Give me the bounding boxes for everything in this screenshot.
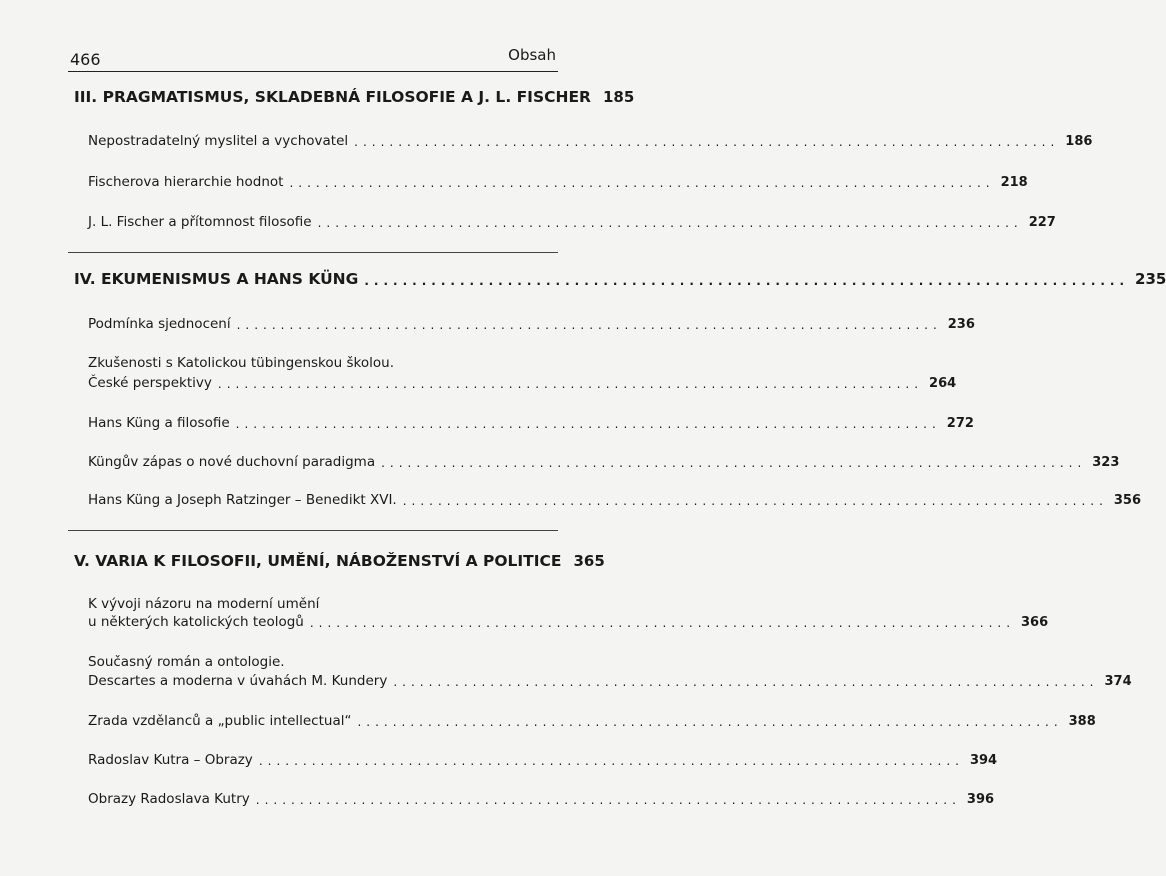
dot-leader: ................................................................................: [402, 494, 1108, 508]
running-header: [70, 46, 556, 70]
dot-leader: ................................................................................: [354, 135, 1060, 149]
entry-title-line-1: Zkušenosti s Katolickou tübingenskou školou.: [88, 355, 394, 371]
entry-page-number: 272: [946, 416, 974, 431]
entry-page-number: 227: [1028, 215, 1056, 230]
entry-title: Zrada vzdělanců a „public intellectual“: [88, 713, 352, 729]
section-divider: [68, 530, 558, 531]
dot-leader: ................................................................................: [235, 417, 941, 431]
entry-title: Radoslav Kutra – Obrazy: [88, 752, 253, 768]
entry-title: Hans Küng a filosofie: [88, 415, 230, 431]
entry-title-line-1: Současný román a ontologie.: [88, 654, 285, 670]
page-number: 466: [70, 50, 101, 69]
toc-entry: [88, 750, 998, 768]
dot-leader: ................................................................................: [217, 377, 924, 391]
entry-title: u některých katolických teologů: [88, 614, 304, 630]
part-page-number: 185: [603, 88, 635, 106]
part-title: V. VARIA K FILOSOFII, UMĚNÍ, NÁBOŽENSTVÍ A POLITICE: [74, 552, 562, 570]
entry-page-number: 366: [1021, 615, 1049, 630]
dot-leader: ................................................................................: [317, 216, 1023, 230]
part-heading: [74, 268, 1166, 288]
entry-page-number: 236: [947, 317, 975, 332]
dot-leader: ................................................................................: [258, 754, 964, 768]
dot-leader: ................................................................................: [236, 318, 942, 332]
entry-page-number: 186: [1065, 134, 1093, 149]
entry-title: Fischerova hierarchie hodnot: [88, 174, 284, 190]
dot-leader: ................................................................................: [381, 456, 1087, 470]
entry-title-line-1: K vývoji názoru na moderní umění: [88, 596, 320, 612]
entry-page-number: 356: [1113, 493, 1142, 508]
toc-entry: [88, 671, 1132, 689]
entry-page-number: 374: [1104, 674, 1132, 689]
entry-title: České perspektivy: [88, 375, 212, 391]
entry-page-number: 218: [1000, 175, 1028, 190]
toc-entry: [88, 789, 995, 807]
part-title: III. PRAGMATISMUS, SKLADEBNÁ FILOSOFIE A J. L. FISCHER: [74, 88, 591, 106]
entry-page-number: 264: [929, 376, 957, 391]
part-page-number: 365: [573, 552, 605, 570]
part-heading: [74, 86, 635, 106]
toc-entry: [88, 131, 1093, 149]
entry-title: Nepostradatelný myslitel a vychovatel: [88, 133, 349, 149]
section-divider: [68, 252, 558, 253]
toc-entry: [88, 373, 957, 391]
running-title: Obsah: [508, 46, 556, 64]
dot-leader: ................................................................................: [255, 793, 961, 807]
dot-leader: ................................................................................: [357, 715, 1063, 729]
toc-entry: [88, 452, 1120, 470]
part-heading: [74, 550, 605, 570]
entry-page-number: 388: [1068, 714, 1096, 729]
dot-leader: ................................................................................: [309, 616, 1016, 630]
toc-entry: [88, 612, 1049, 630]
entry-title: Descartes a moderna v úvahách M. Kundery: [88, 673, 388, 689]
dot-leader: ................................................................................: [393, 675, 1099, 689]
toc-entry: [88, 172, 1028, 190]
toc-entry: [88, 314, 975, 332]
dot-leader: ................................................................................: [289, 176, 995, 190]
entry-title: Podmínka sjednocení: [88, 316, 231, 332]
toc-entry: [88, 711, 1096, 729]
entry-page-number: 323: [1092, 455, 1120, 470]
entry-page-number: 394: [969, 753, 998, 768]
toc-entry: [88, 413, 974, 431]
part-page-number: 235: [1135, 270, 1166, 288]
toc-entry: [88, 490, 1142, 508]
entry-title: Obrazy Radoslava Kutry: [88, 791, 250, 807]
entry-title: Hans Küng a Joseph Ratzinger – Benedikt XVI.: [88, 492, 397, 508]
toc-entry: [88, 212, 1056, 230]
part-title: IV. EKUMENISMUS A HANS KÜNG: [74, 270, 359, 288]
entry-page-number: 396: [966, 792, 995, 807]
dot-leader: ................................................................................: [364, 274, 1130, 288]
entry-title: Küngův zápas o nové duchovní paradigma: [88, 454, 376, 470]
entry-title: J. L. Fischer a přítomnost filosofie: [88, 214, 312, 230]
header-rule: [68, 71, 558, 72]
